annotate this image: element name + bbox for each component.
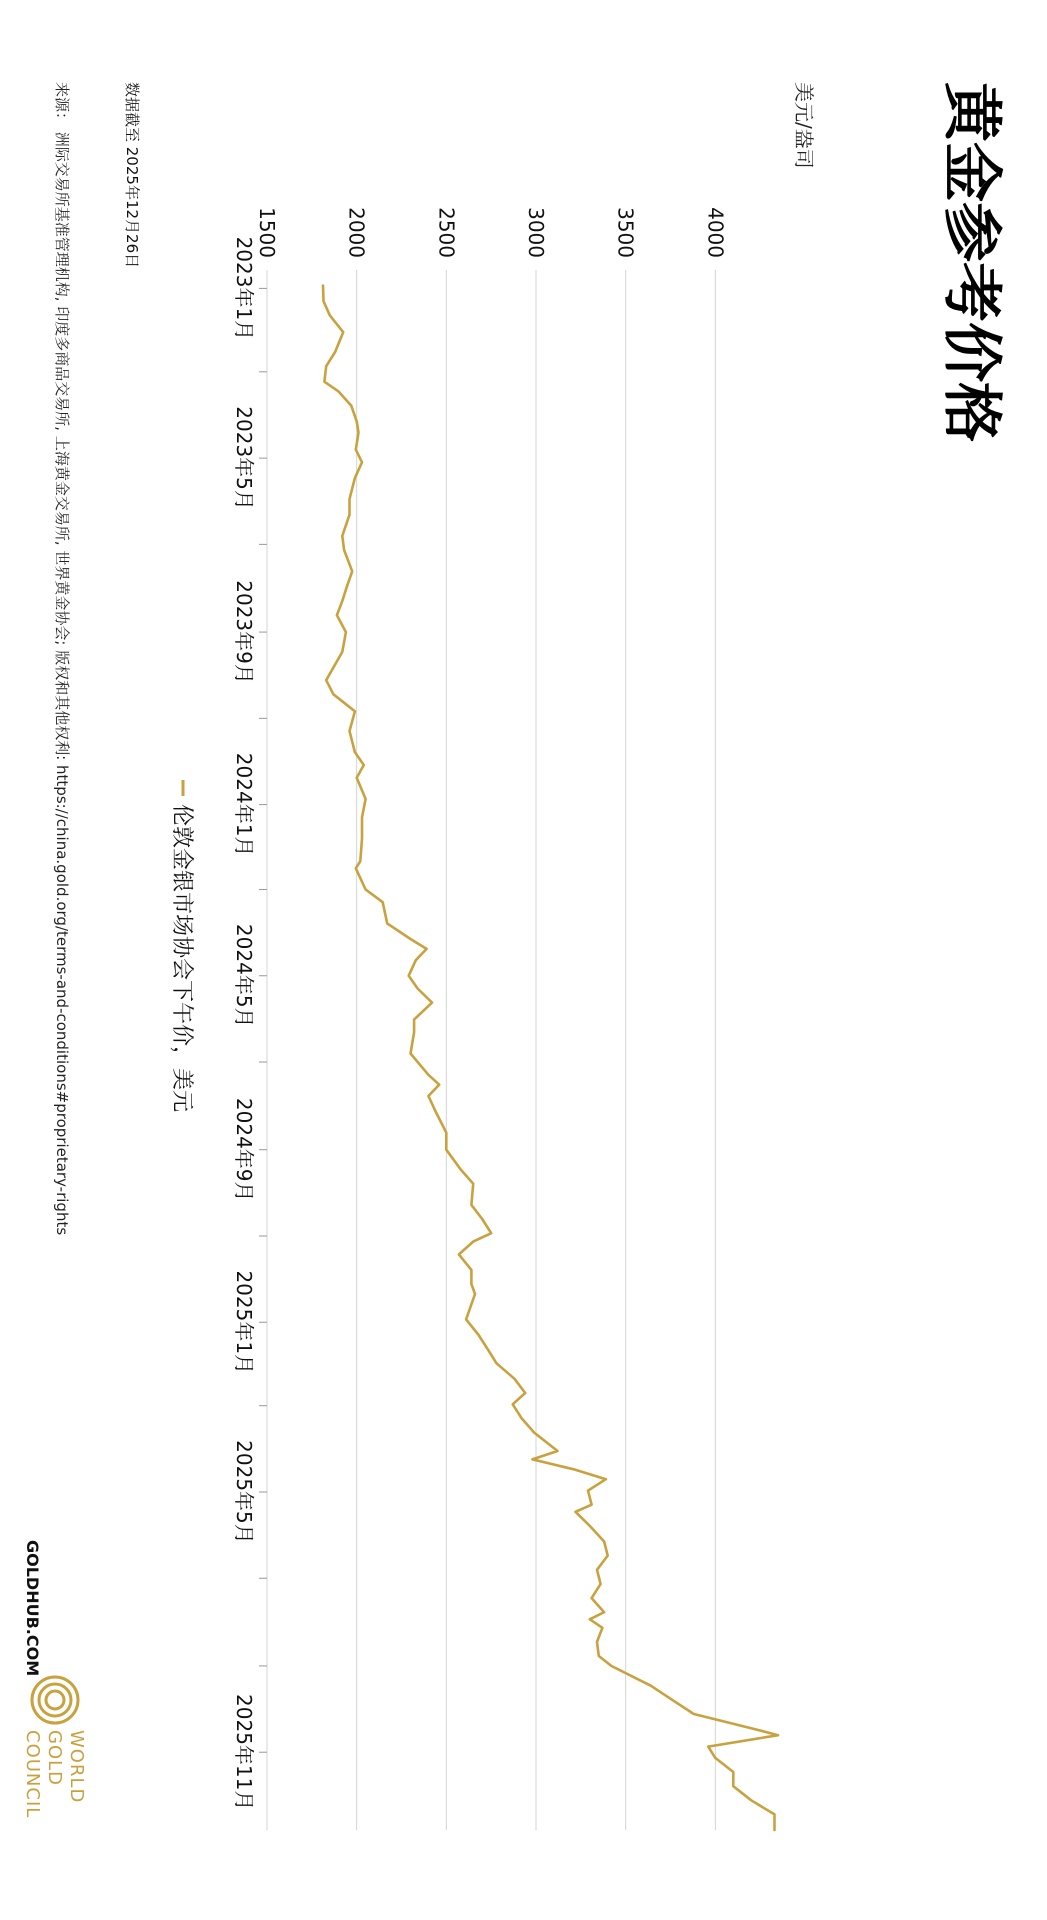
source-note: 来源： 洲际交易所基准管理机构, 印度多商品交易所, 上海黄金交易所, 世界黄金协会; 版权和其他权利: https://china.gold.org/terms-and-conditions#proprietary-rights (53, 82, 71, 1236)
x-tick-label: 2025年11月 (232, 1694, 256, 1811)
world-gold-council-logo (22, 1677, 87, 1818)
goldhub-site-label: GOLDHUB.COM (23, 1540, 42, 1677)
wgc-line-2: GOLD (44, 1730, 65, 1787)
series-group (323, 286, 778, 1830)
x-tick-label: 2023年1月 (232, 236, 256, 341)
y-tick-label: 4000 (703, 207, 728, 258)
y-tick-label: 2000 (344, 207, 369, 258)
legend-entry: 伦敦金银市场协会下午价，美元 (169, 804, 194, 1113)
wgc-ring-icon (32, 1677, 78, 1723)
x-tick-label: 2024年9月 (232, 1097, 256, 1202)
legend (169, 780, 194, 1112)
chart-title: 黄金参考价格 (936, 82, 1006, 442)
x-tick-label: 2024年1月 (232, 752, 256, 857)
x-tick-label: 2023年9月 (232, 580, 256, 684)
y-axis-unit-label: 美元/盎司 (792, 82, 816, 169)
x-tick-label: 2025年5月 (232, 1440, 256, 1544)
y-tick-label: 2500 (434, 207, 459, 258)
x-tick-label: 2024年5月 (232, 923, 256, 1028)
y-tick-label: 1500 (255, 207, 279, 258)
x-axis-ticks (232, 237, 267, 1811)
y-tick-label: 3000 (524, 207, 548, 258)
wgc-line-3: COUNCIL (22, 1730, 43, 1819)
y-tick-label: 3500 (613, 207, 638, 258)
wgc-line-1: WORLD (66, 1730, 87, 1804)
x-tick-label: 2025年1月 (232, 1270, 256, 1375)
x-tick-label: 2023年5月 (232, 406, 256, 510)
data-cutoff-note: 数据截至 2025年12月26日 (123, 82, 141, 269)
series-line-0 (323, 286, 778, 1830)
grid-lines (267, 270, 715, 1830)
y-axis-ticks (255, 207, 727, 258)
